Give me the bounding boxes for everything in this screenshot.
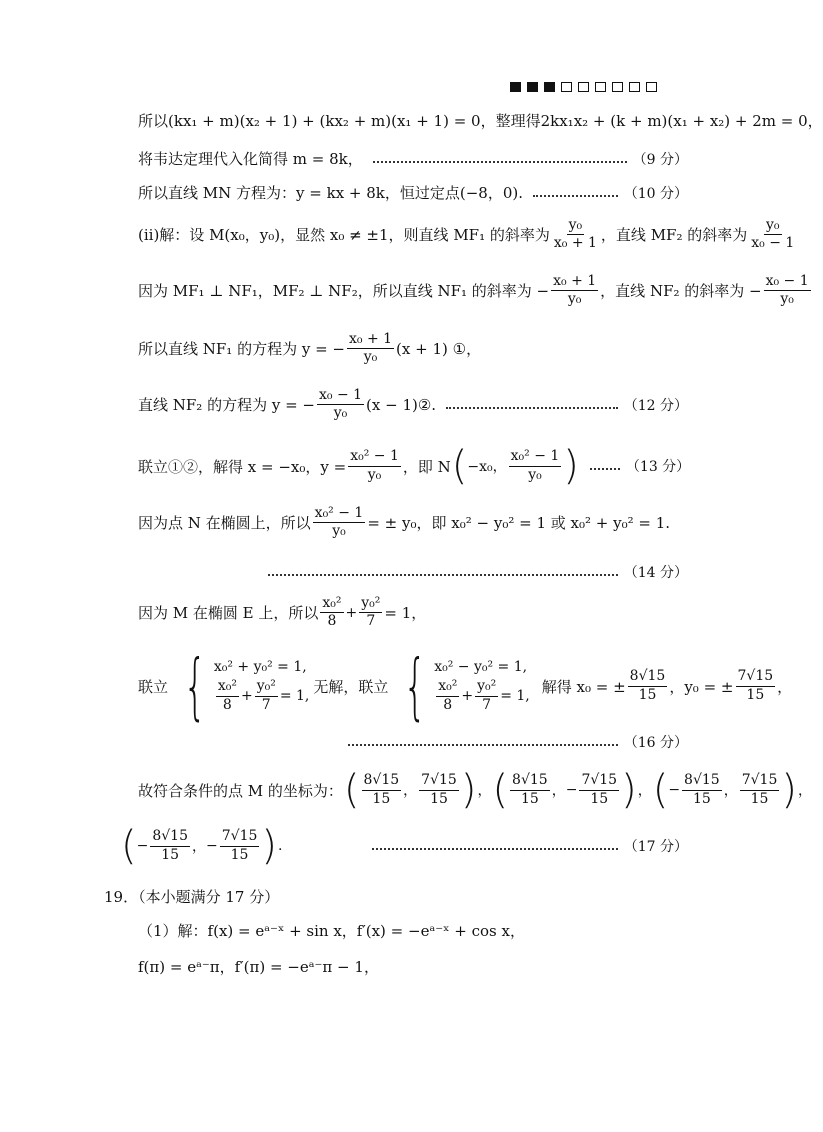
numerator: 7√15 bbox=[579, 773, 619, 790]
denominator: 8 bbox=[443, 696, 453, 713]
fraction bbox=[749, 218, 796, 252]
line-text: 所以直线 NF₁ 的方程为 y = − bbox=[138, 340, 345, 359]
solution-line-12: 故符合条件的点 M 的坐标为： ( $\frac{8√15}{15}$ ， $\frac{7√15}{15}$ ) ， ( $\frac{8√15}{15}$ ， − $\frac{7√15}{15}$ ) ， ( − $\frac{8√15}{15}$ ， $\frac{7√15}{15}$ ) ， bbox=[138, 767, 812, 813]
numerator: x₀ − 1 bbox=[764, 274, 811, 291]
numerator: x₀² bbox=[436, 679, 459, 696]
line-text: ，直线 NF₂ 的斜率为 − bbox=[600, 282, 762, 301]
progress-mark-filled bbox=[527, 82, 538, 92]
equation-system-2 bbox=[392, 644, 530, 728]
page-progress-marks bbox=[510, 82, 657, 92]
numerator: y₀² bbox=[475, 679, 498, 696]
progress-mark-filled bbox=[544, 82, 555, 92]
numerator: 8√15 bbox=[682, 773, 722, 790]
denominator: y₀ bbox=[332, 523, 346, 540]
denominator: 7 bbox=[261, 696, 271, 713]
progress-mark-empty bbox=[561, 82, 572, 92]
system-row: $\frac{\text{x₀²}}{8}$ + $\frac{\text{y₀²}}{7}$ = 1, bbox=[438, 678, 530, 713]
denominator: x₀ + 1 bbox=[553, 235, 597, 252]
line-text: ，即 N bbox=[402, 457, 451, 476]
denominator: 7 bbox=[482, 696, 492, 713]
separator: ， bbox=[551, 783, 566, 799]
numerator: x₀ + 1 bbox=[347, 332, 394, 349]
line-text: 联立①②，解得 x = −x₀，y = bbox=[138, 457, 347, 476]
dot-leader bbox=[268, 574, 618, 576]
fraction bbox=[419, 773, 459, 807]
equation-system-1 bbox=[172, 644, 310, 728]
fraction bbox=[509, 449, 562, 483]
denominator: 15 bbox=[590, 790, 609, 807]
question-title: 19．（本小题满分 17 分） bbox=[104, 888, 280, 906]
fraction bbox=[628, 669, 668, 703]
coordinate-text: −x₀， bbox=[467, 459, 507, 475]
numerator: 7√15 bbox=[419, 773, 459, 790]
fraction bbox=[764, 274, 811, 308]
dot-leader bbox=[533, 195, 618, 197]
question-19-line-2 bbox=[138, 956, 688, 977]
left-paren-icon: ( bbox=[451, 443, 468, 489]
numerator: x₀ + 1 bbox=[551, 274, 598, 291]
dot-leader bbox=[348, 744, 618, 746]
line-text: 所以直线 MN 方程为：y = kx + 8k，恒过定点(−8，0). bbox=[138, 184, 524, 202]
system-row: $\frac{\text{x₀²}}{8}$ + $\frac{\text{y₀²}}{7}$ = 1, bbox=[217, 678, 310, 713]
denominator: 15 bbox=[161, 846, 180, 863]
denominator: 15 bbox=[520, 790, 539, 807]
numerator: 7√15 bbox=[736, 669, 776, 686]
point-m-1: ( $\frac{8√15}{15}$ ， $\frac{7√15}{15}$ ) bbox=[343, 767, 477, 813]
numerator: 7√15 bbox=[740, 773, 780, 790]
progress-mark-empty bbox=[612, 82, 623, 92]
score-label: （16 分） bbox=[623, 735, 688, 751]
numerator: x₀² − 1 bbox=[509, 449, 562, 466]
progress-mark-empty bbox=[595, 82, 606, 92]
line-text: 直线 NF₂ 的方程为 y = − bbox=[138, 396, 315, 415]
numerator: 7√15 bbox=[220, 829, 260, 846]
score-label: （14 分） bbox=[623, 565, 688, 581]
solution-line-1 bbox=[138, 110, 823, 131]
line-text: ，y₀ = ± bbox=[669, 677, 734, 696]
line-text: ，直线 MF₂ 的斜率为 bbox=[600, 226, 748, 245]
row-tail: = 1, bbox=[500, 688, 530, 704]
fraction bbox=[216, 679, 239, 713]
fraction bbox=[436, 679, 459, 713]
row-tail: = 1, bbox=[279, 688, 310, 704]
minus-sign: − bbox=[668, 782, 681, 798]
fraction bbox=[348, 449, 401, 483]
denominator: x₀ − 1 bbox=[751, 235, 795, 252]
solution-line-11: 联立 { x₀² + y₀² = 1, $\frac{\text{x₀²}}{8}$ + $\frac{\text{y₀²}}{7}$ = 1, 无解，联立 { x₀² − y₀² = 1, $\frac{\text{x₀²}}{8}$ + $\frac{\text{y₀²}}{7}$ = 1, 解得 x₀ = ± $\frac{8√15}{15}$ ，y₀ = ± $\frac{7√15}{15}$ ， bbox=[138, 644, 793, 728]
solution-line-4 bbox=[138, 217, 795, 252]
numerator: x₀² bbox=[216, 679, 239, 696]
line-text: (ⅱ)解：设 M(x₀，y₀)，显然 x₀ ≠ ±1，则直线 MF₁ 的斜率为 bbox=[138, 226, 550, 245]
solution-line-7 bbox=[138, 388, 688, 422]
denominator: y₀ bbox=[528, 466, 542, 483]
score-label: （13 分） bbox=[625, 459, 691, 475]
dot-leader bbox=[373, 161, 627, 163]
numerator: x₀² bbox=[320, 596, 343, 613]
line-text: (x + 1) ①， bbox=[396, 340, 482, 359]
system-row: x₀² − y₀² = 1, bbox=[434, 659, 528, 676]
fraction bbox=[510, 773, 550, 807]
solution-line-5 bbox=[138, 273, 809, 308]
denominator: 8 bbox=[222, 696, 232, 713]
solution-line-8 bbox=[138, 443, 691, 489]
solution-line-6 bbox=[138, 332, 688, 366]
line-text: 因为 M 在椭圆 E 上，所以 bbox=[138, 604, 319, 623]
denominator: 8 bbox=[327, 613, 337, 630]
fraction bbox=[682, 773, 722, 807]
numerator: y₀ bbox=[764, 218, 782, 235]
separator: ， bbox=[192, 839, 206, 855]
score-label: （17 分） bbox=[623, 839, 688, 855]
minus-sign: − bbox=[136, 838, 149, 854]
line-text: 将韦达定理代入化简得 m = 8k， bbox=[138, 150, 363, 168]
denominator: 15 bbox=[750, 790, 769, 807]
separator: ， bbox=[723, 783, 738, 799]
numerator: y₀² bbox=[359, 596, 382, 613]
point-m-4: ( − $\frac{8√15}{15}$ ， − $\frac{7√15}{15}$ ) bbox=[121, 823, 277, 869]
dot-leader bbox=[446, 407, 618, 409]
line-text: 联立 bbox=[138, 677, 169, 696]
question-19-line-1 bbox=[138, 920, 688, 941]
point-m-2: ( $\frac{8√15}{15}$ ， − $\frac{7√15}{15}$ ) bbox=[492, 767, 637, 813]
numerator: y₀² bbox=[255, 679, 278, 696]
fraction bbox=[313, 506, 366, 540]
line-text: 无解，联立 bbox=[313, 677, 389, 696]
score-label: （10 分） bbox=[623, 185, 688, 202]
separator: ， bbox=[403, 783, 418, 799]
numerator: y₀ bbox=[567, 218, 585, 235]
denominator: y₀ bbox=[363, 349, 378, 366]
point-m-3: ( − $\frac{8√15}{15}$ ， $\frac{7√15}{15}$ ) bbox=[652, 767, 797, 813]
score-label: （9 分） bbox=[632, 151, 688, 168]
numerator: x₀² − 1 bbox=[313, 506, 366, 523]
solution-line-13: ( − $\frac{8√15}{15}$ ， − $\frac{7√15}{15}$ ) . （17 分） bbox=[121, 823, 688, 869]
fraction bbox=[551, 274, 598, 308]
right-paren-icon: ) bbox=[563, 443, 579, 489]
progress-mark-filled bbox=[510, 82, 521, 92]
left-brace-icon: { bbox=[403, 644, 427, 728]
solution-line-9 bbox=[138, 506, 688, 540]
denominator: 15 bbox=[746, 686, 765, 703]
line-text: f(π) = eᵃ⁻π，f′(π) = −eᵃ⁻π − 1， bbox=[138, 958, 379, 976]
line-text: 故符合条件的点 M 的坐标为： bbox=[138, 781, 343, 800]
numerator: x₀² − 1 bbox=[348, 449, 401, 466]
line-text: = ± y₀，即 x₀² − y₀² = 1 或 x₀² + y₀² = 1. bbox=[367, 514, 671, 533]
numerator: x₀ − 1 bbox=[317, 388, 364, 405]
solution-line-2 bbox=[138, 148, 688, 169]
denominator: 15 bbox=[430, 790, 448, 807]
line-text: 因为 MF₁ ⊥ NF₁，MF₂ ⊥ NF₂，所以直线 NF₁ 的斜率为 − bbox=[138, 282, 550, 301]
denominator: y₀ bbox=[367, 466, 382, 483]
denominator: 15 bbox=[230, 846, 249, 863]
line-text: （1）解：f(x) = eᵃ⁻ˣ + sin x，f′(x) = −eᵃ⁻ˣ + cos x， bbox=[138, 922, 525, 940]
line-text: 因为点 N 在椭圆上，所以 bbox=[138, 514, 311, 533]
fraction bbox=[359, 596, 382, 630]
fraction bbox=[740, 773, 780, 807]
fraction bbox=[150, 829, 190, 863]
fraction bbox=[736, 669, 776, 703]
numerator: 8√15 bbox=[510, 773, 550, 790]
progress-mark-empty bbox=[646, 82, 657, 92]
progress-mark-empty bbox=[578, 82, 589, 92]
system-row: x₀² + y₀² = 1, bbox=[213, 659, 307, 676]
line-text: 解得 x₀ = ± bbox=[541, 677, 626, 696]
minus-sign: − bbox=[565, 782, 578, 798]
score-line-16 bbox=[138, 732, 688, 752]
denominator: 15 bbox=[372, 790, 391, 807]
progress-mark-empty bbox=[629, 82, 640, 92]
line-text: = 1， bbox=[384, 604, 427, 623]
denominator: y₀ bbox=[567, 291, 582, 308]
denominator: y₀ bbox=[333, 405, 348, 422]
numerator: 8√15 bbox=[150, 829, 190, 846]
fraction bbox=[317, 388, 364, 422]
denominator: 15 bbox=[638, 686, 657, 703]
fraction bbox=[220, 829, 260, 863]
solution-line-10: 因为 M 在椭圆 E 上，所以 $\frac{\text{x₀²}}{8}$ + $\frac{\text{y₀²}}{7}$ = 1， bbox=[138, 595, 427, 630]
fraction bbox=[475, 679, 498, 713]
minus-sign: − bbox=[206, 838, 218, 854]
fraction bbox=[320, 596, 343, 630]
point-n-coordinates bbox=[451, 443, 579, 489]
fraction bbox=[255, 679, 278, 713]
numerator: 8√15 bbox=[362, 773, 402, 790]
numerator: 8√15 bbox=[628, 669, 668, 686]
score-label: （12 分） bbox=[623, 397, 688, 414]
denominator: y₀ bbox=[780, 291, 794, 308]
solution-line-3 bbox=[138, 182, 688, 203]
left-brace-icon: { bbox=[183, 644, 207, 728]
line-text: (x − 1)②. bbox=[366, 395, 437, 414]
line-text: 所以(kx₁ + m)(x₂ + 1) + (kx₂ + m)(x₁ + 1) = 0，整理得2kx₁x₂ + (k + m)(x₁ + x₂) + 2m = 0， bbox=[138, 112, 823, 130]
question-19-heading bbox=[104, 886, 688, 907]
denominator: 7 bbox=[366, 613, 376, 630]
dot-leader bbox=[590, 468, 620, 470]
fraction bbox=[347, 332, 394, 366]
fraction bbox=[579, 773, 619, 807]
fraction bbox=[552, 218, 599, 252]
dot-leader bbox=[372, 848, 617, 850]
denominator: 15 bbox=[692, 790, 711, 807]
score-line-14 bbox=[138, 562, 688, 582]
fraction bbox=[362, 773, 402, 807]
